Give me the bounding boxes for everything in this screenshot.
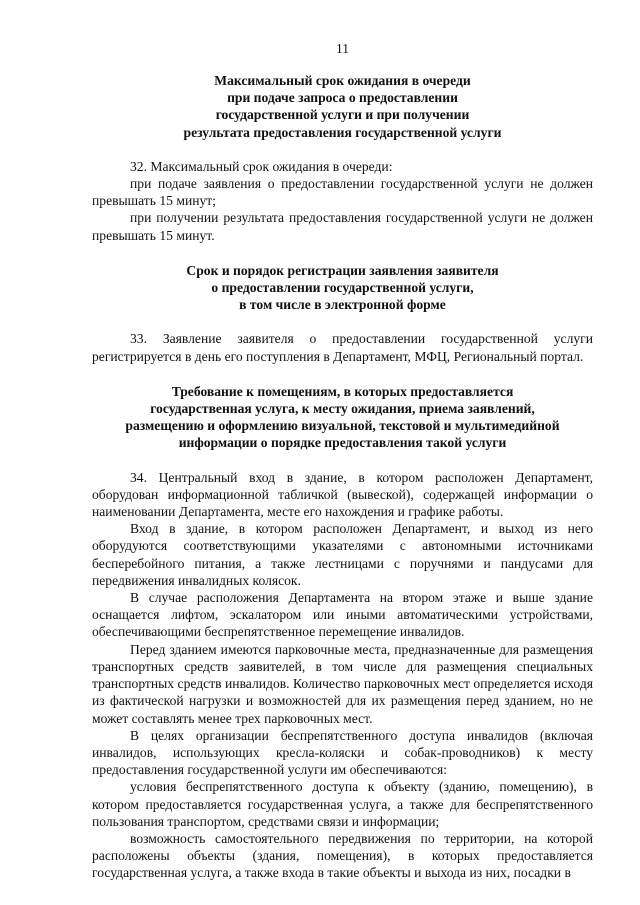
heading-line: в том числе в электронной форме bbox=[239, 297, 446, 313]
heading-line: размещению и оформлению визуальной, текстовой и мультимедийной bbox=[125, 418, 560, 434]
heading-line: Максимальный срок ожидания в очереди bbox=[214, 73, 471, 88]
heading-line: Срок и порядок регистрации заявления заявителя bbox=[186, 262, 499, 278]
page-number: 11 bbox=[336, 41, 349, 56]
paragraph: условия беспрепятственного доступа к объекту (зданию, помещению), в котором предоставляется государственная услуга, а также для беспрепятственного пользования транспортом, средствами связи и информации; bbox=[92, 779, 593, 829]
section-heading-registration bbox=[92, 262, 593, 314]
heading-line: при подаче запроса о предоставлении bbox=[227, 90, 458, 106]
paragraph: Перед зданием имеются парковочные места, предназначенные для размещения транспортных средств заявителей, в том числе для размещения специальных транспортных средств инвалидов. Количество парковочных мест определяется исходя из фактической нагрузки и возможностей для их размещения перед зданием, но не может составлять менее трех парковочных мест. bbox=[92, 641, 593, 726]
paragraph: 32. Максимальный срок ожидания в очереди: bbox=[130, 158, 393, 174]
heading-line: о предоставлении государственной услуги, bbox=[211, 280, 474, 296]
paragraph: В случае расположения Департамента на втором этаже и выше здание оснащается лифтом, эскалатором или иными автоматическими устройствами, обеспечивающими беспрепятственное перемещение инвалидов. bbox=[92, 590, 593, 640]
heading-line: информации о порядке предоставления такой услуги bbox=[178, 435, 507, 451]
paragraph: при подаче заявления о предоставлении государственной услуги не должен превышать 15 минут; bbox=[92, 176, 593, 209]
heading-line: результата предоставления государственной услуги bbox=[183, 124, 502, 140]
section-heading-premises bbox=[92, 383, 593, 452]
paragraph: 33. Заявление заявителя о предоставлении государственной услуги регистрируется в день его поступления в Департамент, МФЦ, Региональный портал. bbox=[92, 331, 593, 364]
paragraph: В целях организации беспрепятственного доступа инвалидов (включая инвалидов, использующих кресла-коляски и собак-проводников) к месту предоставления государственной услуги им обеспечиваются: bbox=[92, 727, 593, 778]
paragraph: Вход в здание, в котором расположен Департамент, и выход из него оборудуются соответствующими указателями с автономными источниками бесперебойного питания, а также лестницами с поручнями и пандусами для передвижения инвалидных колясок. bbox=[92, 521, 593, 588]
heading-line: государственная услуга, к месту ожидания, приема заявлений, bbox=[150, 401, 535, 417]
heading-line: Требование к помещениям, в которых предоставляется bbox=[171, 383, 514, 399]
section-heading-waiting-time bbox=[92, 72, 593, 141]
heading-line: государственной услуги и при получении bbox=[215, 107, 470, 123]
paragraph: при получении результата предоставления государственной услуги не должен превышать 15 минут. bbox=[92, 210, 593, 243]
paragraph: 34. Центральный вход в здание, в котором расположен Департамент, оборудован информационной табличкой (вывеской), содержащей информации о наименовании Департамента, месте его нахождения и графике работы. bbox=[92, 469, 593, 520]
paragraph: возможность самостоятельного передвижения по территории, на которой расположены объекты (здания, помещения), в которых предоставляется государственная услуга, а также входа в такие объекты и выхода из них, посадки в bbox=[92, 830, 593, 881]
